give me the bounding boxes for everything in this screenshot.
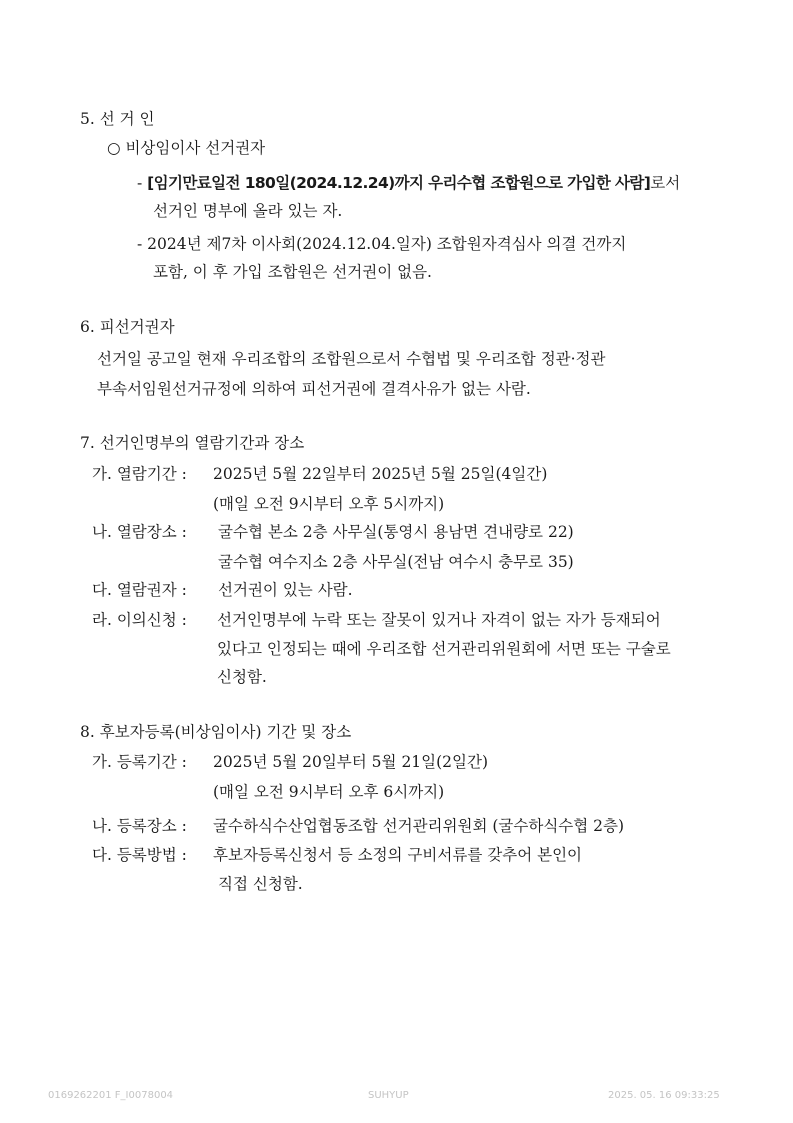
- sec7-da-label: 다. 열람권자 :: [92, 581, 187, 599]
- sec5-item2-line2: 포함, 이 후 가입 조합원은 선거권이 없음.: [153, 263, 432, 281]
- sec8-ga-line1: 2025년 5월 20일부터 5월 21일(2일간): [213, 753, 489, 771]
- sec7-ga-line1: 2025년 5월 22일부터 2025년 5월 25일(4일간): [213, 465, 548, 483]
- sec5-bullet: ○ 비상임이사 선거권자: [107, 139, 266, 157]
- sec7-ra-line2: 있다고 인정되는 때에 우리조합 선거관리위원회에 서면 또는 구술로: [217, 640, 671, 658]
- sec5-item1-line2: 선거인 명부에 올라 있는 자.: [153, 202, 343, 220]
- sec7-ga-label: 가. 열람기간 :: [92, 465, 187, 483]
- sec6-title: 6. 피선거권자: [80, 318, 175, 336]
- footer-left: 0169262201 F_I0078004: [48, 1090, 174, 1101]
- sec8-da-label: 다. 등록방법 :: [92, 846, 187, 864]
- sec5-title: 5. 선 거 인: [80, 110, 155, 128]
- sec8-na-line1: 굴수하식수산업협동조합 선거관리위원회 (굴수하식수협 2층): [213, 817, 625, 835]
- sec8-ga-label: 가. 등록기간 :: [92, 753, 187, 771]
- sec6-line2: 부속서임원선거규정에 의하여 피선거권에 결격사유가 없는 사람.: [97, 380, 531, 398]
- sec7-ga-line2: (매일 오전 9시부터 오후 5시까지): [213, 495, 445, 513]
- sec7-ra-line1: 선거인명부에 누락 또는 잘못이 있거나 자격이 없는 자가 등재되어: [217, 611, 661, 629]
- sec8-title: 8. 후보자등록(비상임이사) 기간 및 장소: [80, 723, 352, 741]
- sec5-item1-rest: 로서: [650, 174, 681, 192]
- sec8-na-label: 나. 등록장소 :: [92, 817, 187, 835]
- sec7-da-line1: 선거권이 있는 사람.: [218, 581, 353, 599]
- sec7-na-line1: 굴수협 본소 2층 사무실(통영시 용남면 견내량로 22): [218, 523, 574, 541]
- sec6-line1: 선거일 공고일 현재 우리조합의 조합원으로서 수협법 및 우리조합 정관·정관: [97, 350, 606, 368]
- sec8-da-line2: 직접 신청함.: [218, 875, 303, 893]
- sec7-title: 7. 선거인명부의 열람기간과 장소: [80, 434, 305, 452]
- sec7-na-line2: 굴수협 여수지소 2층 사무실(전남 여수시 충무로 35): [218, 553, 574, 571]
- sec7-ra-label: 라. 이의신청 :: [92, 611, 187, 629]
- sec5-item1-line1: [137, 173, 680, 193]
- sec7-na-label: 나. 열람장소 :: [92, 523, 187, 541]
- sec5-item1-bold: [임기만료일전 180일(2024.12.24)까지 우리수협 조합원으로 가입한 사람]: [147, 174, 651, 192]
- sec5-item2-line1: - 2024년 제7차 이사회(2024.12.04.일자) 조합원자격심사 의결 건까지: [137, 235, 627, 253]
- sec8-ga-line2: (매일 오전 9시부터 오후 6시까지): [213, 783, 445, 801]
- dash-marker: -: [137, 174, 148, 192]
- sec8-da-line1: 후보자등록신청서 등 소정의 구비서류를 갖추어 본인이: [213, 846, 583, 864]
- sec7-ra-line3: 신청함.: [217, 668, 267, 686]
- footer-right: 2025. 05. 16 09:33:25: [608, 1090, 720, 1101]
- footer-center: SUHYUP: [368, 1090, 409, 1101]
